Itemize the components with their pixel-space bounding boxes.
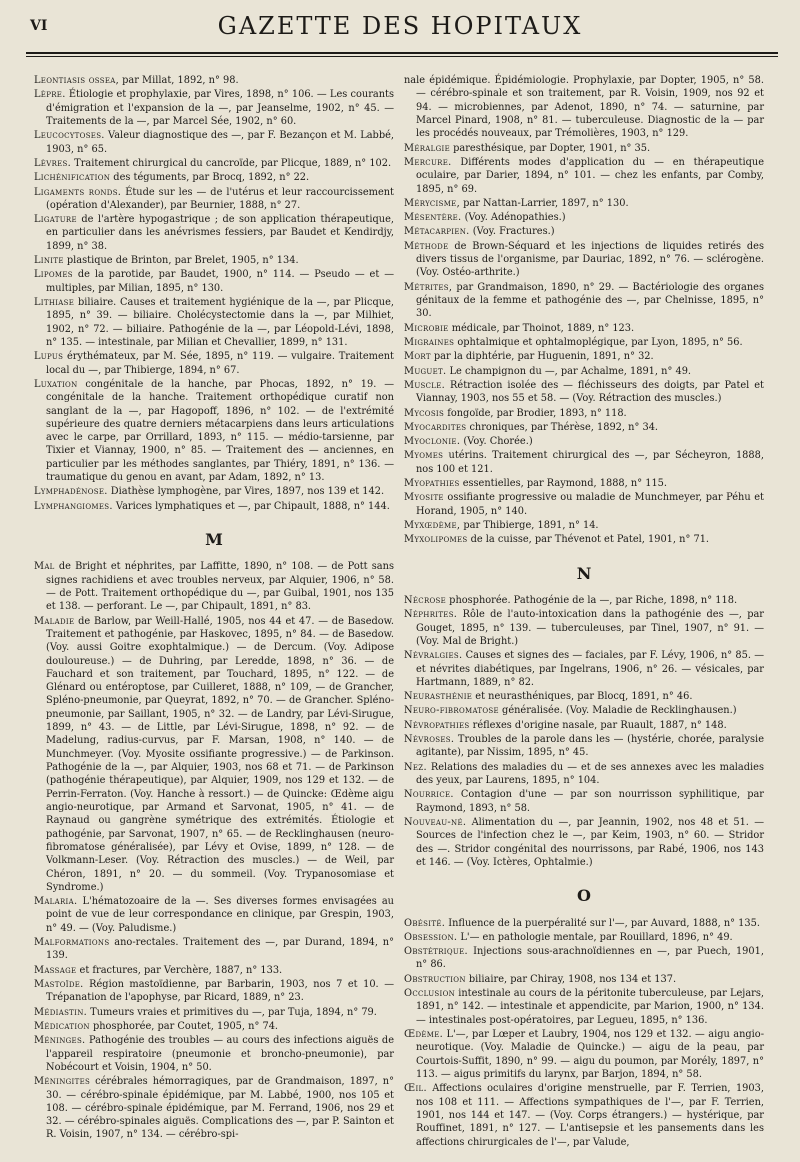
entry-text: Relations des maladies du — et de ses annexes avec les maladies des yeux, par Laurens, 1895, n° 104. [416, 761, 764, 786]
entry-text: Valeur diagnostique des —, par F. Bezançon et M. Labbé, 1903, n° 65. [46, 130, 394, 155]
entry-keyword: Lipomes [34, 269, 73, 281]
index-entry [404, 788, 764, 815]
entry-text: L'— en pathologie mentale, par Rouillard, 1896, n° 49. [457, 931, 733, 943]
entry-text: généralisée. (Voy. Maladie de Recklinghausen.) [498, 705, 737, 717]
index-entry [404, 407, 764, 420]
index-entry [404, 225, 764, 238]
entry-text: Région mastoïdienne, par Barbarin, 1903, nos 7 et 10. — Trépanation de l'apophyse, par Ricard, 1889, n° 23. [46, 979, 394, 1004]
entry-keyword: Microbie [404, 322, 449, 334]
entry-text: Diathèse lymphogène, par Vires, 1897, nos 139 et 142. [107, 486, 385, 498]
entry-keyword: Mycosis [404, 407, 445, 419]
entry-keyword: Lèpre. [34, 89, 66, 101]
entry-keyword: Obstruction [404, 973, 466, 985]
entry-text: biliaire, par Chiray, 1908, nos 134 et 137. [465, 973, 677, 985]
index-entry [34, 485, 394, 498]
entry-text: par Nattan-Larrier, 1897, n° 130. [460, 197, 629, 209]
index-entry [34, 978, 394, 1005]
entry-text: érythémateux, par M. Sée, 1895, n° 119. — vulgaire. Traitement local du —, par Thibierge, 1894, n° 67. [46, 351, 394, 376]
entry-text: par Millat, 1892, n° 98. [119, 75, 239, 86]
entry-text: médicale, par Thoinot, 1889, n° 123. [448, 322, 635, 334]
index-entry [34, 560, 394, 613]
index-entry [34, 254, 394, 267]
index-entry [34, 296, 394, 349]
entry-text: phosphorée, par Coutet, 1905, n° 74. [89, 1020, 279, 1032]
entry-keyword: Méningites [34, 1076, 91, 1088]
index-entry [404, 74, 764, 141]
entry-keyword: Maladie [34, 615, 75, 627]
index-entry [404, 142, 764, 155]
entry-keyword: Myosite [404, 492, 444, 504]
entry-text: Varices lymphatiques et —, par Chipault, 1888, n° 144. [112, 500, 390, 512]
entry-text: et fractures, par Verchère, 1887, n° 133. [76, 964, 283, 976]
index-entry [404, 719, 764, 732]
index-entry [404, 608, 764, 648]
entry-text: Causes et signes des — faciales, par F. Lévy, 1906, n° 85. — et névrites diabétiques, par Ingelrans, 1906, n° 26. — vésicales, par Hartmann, 1889, n° 82. [416, 650, 764, 688]
index-entry [34, 186, 394, 213]
index-entry [34, 268, 394, 295]
index-entry [404, 365, 764, 378]
entry-text: essentielles, par Raymond, 1888, n° 115. [459, 478, 668, 490]
index-entry [34, 213, 394, 253]
entry-keyword: Lymphadénose. [34, 486, 108, 498]
entry-keyword: Neuro-fibromatose [404, 705, 499, 717]
entry-keyword: Méralgie [404, 142, 450, 154]
entry-keyword: Névropathies [404, 719, 470, 731]
page-header [0, 0, 800, 64]
index-entry [404, 491, 764, 518]
entry-text: Affections oculaires d'origine menstruelle, par F. Terrien, 1903, nos 108 et 111. — Affections sympathiques de l'—, par F. Terrien, 1901, nos 144 et 147. — (Voy. Corps étrangers.) — hystérique, par Rouffinet, 1891, n° 127. — L'antisepsie et les pansements dans les affections chirurgicales de l'—, par Valude, [416, 1083, 764, 1148]
entry-text: (Voy. Chorée.) [460, 436, 533, 448]
entry-keyword: Lymphangiomes. [34, 500, 113, 512]
journal-title: GAZETTE DES HOPITAUX [217, 12, 583, 40]
entry-keyword: Méninges. [34, 1035, 86, 1047]
entry-text: biliaire. Causes et traitement hygiénique de la —, par Plicque, 1895, n° 39. — biliaire. Cholécystectomie dans la —, par Milhiet, 1902, n° 72. — biliaire. Pathogénie de la —, par Léopold-Lévi, 1898, n° 135. — intestinale, par Milian et Chevallier, 1899, n° 131. [46, 297, 394, 348]
index-entry [404, 211, 764, 224]
section-letter: M [205, 530, 223, 549]
entry-keyword: Névralgies. [404, 650, 463, 662]
entry-keyword: Lupus [34, 351, 64, 363]
entry-text: phosphorée. Pathogénie de la —, par Riche, 1898, n° 118. [446, 594, 738, 606]
entry-text: de la parotide, par Baudet, 1900, n° 114. — Pseudo — et — multiples, par Milian, 1895, n° 130. [46, 269, 394, 294]
entry-keyword: Mal [34, 561, 55, 573]
index-entry [34, 615, 394, 895]
entry-keyword: Mercure. [404, 156, 452, 168]
entry-text: fongoïde, par Brodier, 1893, n° 118. [444, 407, 627, 419]
entry-keyword: Lèvres. [34, 157, 72, 169]
index-entry [404, 421, 764, 434]
index-entry [404, 435, 764, 448]
index-column-right [404, 74, 764, 1150]
entry-text: de Barlow, par Weill-Hallé, 1905, nos 44 et 47. — de Basedow. Traitement et pathogénie, par Haskovec, 1895, n° 84. — de Basedow. (Voy. aussi Goitre exophtalmique.) — de Dercum. (Voy. Adipose douloureuse.) — de Duhring, par Leredde, 1898, n° 36. — de Fauchard et son traitement, par Touchard, 1895, n° 122. — de Glénard ou entéroptose, par Cuilleret, 1888, n° 109, — de Grancher, Spléno-pneumonie, par Queyrat, 1892, n° 70. — de Grancher. Spléno-pneumonie, par Saillant, 1905, n° 32. — de Landry, par Lévi-Sirugue, 1899, n° 43. — de Little, par Lévi-Sirugue, 1898, n° 92. — de Madelung, radius-curvus, par F. Marsan, 1908, n° 140. — de Munchmeyer. (Voy. Myosite ossifiante progressive.) — de Parkinson. Pathogénie de la —, par Alquier, 1903, nos 68 et 71. — de Parkinson (pathogénie thérapeutique), par Alquier, 1909, nos 129 et 132. — de Perrin-Ferraton. (Voy. Hanche à ressort.) — de Quincke: Œdème aigu angio-neurotique, par Armand et Sarvonat, 1905, n° 41. — de Raynaud ou gangrène symétrique des extrémités. Étiologie et pathogénie, par Sarvonat, 1907, n° 65. — de Recklinghausen (neuro-fibromatose généralisée), par Lévy et Ovise, 1899, n° 128. — de Volkmann-Leser. (Voy. Rétraction des muscles.) — de Weil, par Chéron, 1891, n° 20. — du sommeil. (Voy. Trypanosomiase et Syndrome.) [46, 615, 394, 893]
entry-keyword: Métacarpien. [404, 226, 470, 238]
entry-keyword: Lithiase [34, 297, 75, 308]
index-entry [34, 936, 394, 963]
entry-text: congénitale de la hanche, par Phocas, 1892, n° 19. — congénitale de la hanche. Traitement orthopédique curatif non sanglant de la —, par Hagopoff, 1896, n° 102. — de l'extrémité supérieure des quatre derniers métacarpiens dans leurs articulations avec le carpe, par Orrillard, 1893, n° 115. — médio-tarsienne, par Tixier et Viannay, 1900, n° 85. — Traitement des — anciennes, en particulier par les méthodes sanglantes, par Thiéry, 1891, n° 136. — traumatique du genou en avant, par Adam, 1892, n° 13. [46, 378, 394, 484]
entry-keyword: Occlusion [404, 988, 456, 1000]
entry-keyword: Médiastin. [34, 1006, 88, 1018]
entry-text: Rétraction isolée des — fléchisseurs des doigts, par Patel et Viannay, 1903, nos 55 et 58. — (Voy. Rétraction des muscles.) [416, 379, 764, 405]
index-entry [34, 1075, 394, 1142]
entry-text: L'hématozoaire de la —. Ses diverses formes envisagées au point de vue de leur correspondance en clinique, par Grespin, 1903, n° 49. — (Voy. Paludisme.) [46, 896, 394, 934]
entry-keyword: Migraines [404, 336, 455, 348]
entry-keyword: Myocardites [404, 421, 467, 433]
entry-keyword: Ligaments ronds. [34, 186, 122, 198]
entry-keyword: Ligature [34, 214, 77, 226]
entry-text: de Bright et néphrites, par Laffitte, 1890, n° 108. — de Pott sans signes rachidiens et avec troubles nerveux, par Alquier, 1906, n° 58. — de Pott. Traitement orthopédique du —, par Guibal, 1901, nos 135 et 138. — perforant. Le —, par Chipault, 1891, n° 83. [46, 561, 394, 613]
entry-text: par Thibierge, 1891, n° 14. [460, 520, 599, 531]
entry-keyword: Mastoïde. [34, 979, 84, 990]
entry-keyword: Néphrites. [404, 609, 458, 621]
entry-text: de la cuisse, par Thévenot et Patel, 1901, n° 71. [467, 534, 710, 546]
index-entry [404, 519, 764, 532]
index-entry [34, 1034, 394, 1074]
section-letter: N [576, 563, 592, 583]
index-entry [404, 917, 764, 930]
index-entry [404, 350, 764, 363]
entry-text: (Voy. Fractures.) [469, 226, 555, 238]
entry-text: Alimentation du —, par Jeannin, 1902, nos 48 et 51. — Sources de l'infection chez le —, par Keim, 1903, n° 60. — Stridor des —. Stridor congénital des nourrissons, par Rabé, 1906, nos 143 et 146. — (Voy. Ictères, Ophtalmie.) [416, 816, 764, 868]
entry-text: intestinale au cours de la péritonite tuberculeuse, par Lejars, 1891, n° 142. — intestinale et appendicite, par Marion, 1900, n° 134. — intestinales post-opératoires, par Legueu, 1895, n° 136. [416, 988, 764, 1026]
index-entry [404, 1082, 764, 1149]
index-entry [34, 129, 394, 156]
entry-keyword: Myxœdème, [404, 520, 461, 531]
index-entry [404, 733, 764, 760]
entry-keyword: Mésentère. [404, 212, 462, 224]
index-entry [404, 649, 764, 689]
entry-keyword: Lichénification [34, 172, 111, 184]
entry-keyword: Œil. [404, 1083, 427, 1095]
entry-keyword: Malaria. [34, 896, 78, 908]
entry-text: chroniques, par Thérèse, 1892, n° 34. [466, 421, 659, 433]
entry-text: Contagion d'une — par son nourrisson syphilitique, par Raymond, 1893, n° 58. [416, 789, 764, 814]
index-entry [404, 931, 764, 944]
index-entry [404, 761, 764, 788]
entry-text: par Grandmaison, 1890, n° 29. — Bactériologie des organes génitaux de la femme et pathogénie des —, par Chelnisse, 1895, n° 30. [416, 281, 764, 320]
index-entry [404, 449, 764, 476]
entry-keyword: Méthode [404, 240, 449, 252]
entry-text: plastique de Brinton, par Brelet, 1905, n° 134. [63, 255, 299, 267]
entry-text: Tumeurs vraies et primitives du —, par Tuja, 1894, n° 79. [87, 1006, 377, 1018]
entry-keyword: Nourrice. [404, 789, 454, 801]
index-entry [404, 945, 764, 972]
entry-keyword: Muscle. [404, 379, 446, 391]
index-entry [404, 816, 764, 869]
index-entry [34, 964, 394, 977]
index-entry [34, 350, 394, 377]
index-entry [34, 74, 394, 87]
entry-text: nale épidémique. Épidémiologie. Prophylaxie, par Dopter, 1905, n° 58. — cérébro-spinale et son traitement, par R. Voisin, 1909, nos 92 et 94. — microbiennes, par Adenot, 1890, n° 74. — saturnine, par Marcel Pinard, 1908, n° 81. — tuberculeuse. Diagnostic de la — par les procédés nouveaux, par Trémolières, 1903, n° 129. [404, 75, 764, 140]
index-entry [404, 336, 764, 349]
index-entry [404, 156, 764, 196]
entry-text: Rôle de l'auto-intoxication dans la pathogénie des —, par Gouget, 1895, n° 139. — tuberculeuses, par Tinel, 1907, n° 91. — (Voy. Mal de Bright.) [416, 609, 764, 647]
entry-text: ano-rectales. Traitement des —, par Durand, 1894, n° 139. [46, 937, 394, 962]
entry-keyword: Œdème. [404, 1029, 444, 1040]
index-entry [404, 477, 764, 490]
index-entry [34, 378, 394, 485]
entry-keyword: Obsession. [404, 931, 458, 943]
entry-keyword: Myxolipomes [404, 534, 468, 546]
entry-text: paresthésique, par Dopter, 1901, n° 35. [449, 142, 651, 154]
header-rule-bottom [26, 56, 778, 57]
entry-text: utérins. Traitement chirurgical des —, par Sécheyron, 1888, nos 100 et 121. [416, 450, 764, 475]
index-entry [404, 322, 764, 335]
entry-text: Injections sous-arachnoïdiennes en —, par Puech, 1901, n° 86. [416, 946, 764, 971]
index-entry [34, 1020, 394, 1033]
entry-keyword: Nez. [404, 761, 427, 773]
header-rule-top [26, 52, 778, 54]
index-entry [404, 533, 764, 546]
index-entry [34, 895, 394, 935]
entry-keyword: Linite [34, 255, 64, 267]
index-column-left [34, 74, 394, 1143]
index-entry [404, 1028, 764, 1081]
entry-text: de l'artère hypogastrique ; de son application thérapeutique, en particulier dans les anévrismes fessiers, par Baudet et Kendirdjy, 1899, n° 38. [46, 214, 394, 252]
entry-text: Différents modes d'application du — en thérapeutique oculaire, par Darier, 1894, n° 101. — chez les enfants, par Comby, 1895, n° 69. [416, 156, 764, 195]
index-entry [404, 379, 764, 406]
entry-keyword: Mérycisme, [404, 197, 461, 209]
entry-keyword: Myoclonie. [404, 436, 461, 448]
entry-text: réflexes d'origine nasale, par Ruault, 1887, n° 148. [469, 719, 727, 731]
page-number: VI [30, 18, 48, 34]
entry-keyword: Névroses. [404, 734, 455, 746]
entry-keyword: Leucocytoses. [34, 130, 105, 142]
entry-text: L'—, par Lœper et Laubry, 1904, nos 129 et 132. — aigu angio-neurotique. (Voy. Maladie de Quincke.) — aigu de la peau, par Courtois-Suffit, 1890, n° 99. — aigu du poumon, par Morély, 1897, n° 113. — aigus primitifs du larynx, par Barjon, 1894, n° 58. [416, 1029, 764, 1080]
entry-text: ophtalmique et ophtalmoplégique, par Lyon, 1895, n° 56. [454, 336, 743, 348]
index-entry [404, 690, 764, 703]
entry-text: Étiologie et prophylaxie, par Vires, 1898, n° 106. — Les courants d'émigration et l'expansion de la —, par Jeanselme, 1902, n° 45. — Traitements de la —, par Marcel Sée, 1902, n° 60. [46, 89, 394, 127]
index-entry [34, 157, 394, 170]
entry-keyword: Métrites, [404, 281, 453, 293]
entry-keyword: Médication [34, 1020, 90, 1032]
entry-keyword: Luxation [34, 378, 78, 390]
index-entry [404, 281, 764, 321]
section-letter: O [577, 886, 591, 906]
entry-keyword: Muguet. [404, 365, 447, 377]
entry-text: par la diphtérie, par Huguenin, 1891, n° 32. [430, 351, 654, 363]
index-entry [34, 500, 394, 513]
index-entry [404, 704, 764, 717]
entry-keyword: Nécrose [404, 594, 447, 606]
entry-keyword: Malformations [34, 937, 110, 949]
index-entry [404, 973, 764, 986]
entry-keyword: Leontiasis ossea, [34, 75, 120, 86]
entry-text: Traitement chirurgical du cancroïde, par Plicque, 1889, n° 102. [71, 157, 392, 169]
index-entry [34, 88, 394, 128]
entry-keyword: Myomes [404, 450, 444, 462]
entry-keyword: Mort [404, 351, 431, 363]
entry-text: Troubles de la parole dans les — (hystérie, chorée, paralysie agitante), par Nissim, 1895, n° 45. [416, 734, 764, 759]
index-entry [34, 171, 394, 184]
entry-text: Le champignon du —, par Achalme, 1891, n° 49. [446, 365, 692, 377]
index-entry [404, 987, 764, 1027]
entry-keyword: Nouveau-né. [404, 816, 467, 828]
entry-keyword: Obésité. [404, 917, 446, 929]
index-entry [34, 1006, 394, 1019]
entry-text: et neurasthéniques, par Blocq, 1891, n° 46. [472, 691, 693, 703]
entry-text: Pathogénie des troubles — au cours des infections aiguës de l'appareil respiratoire (pneumonie et broncho-pneumonie), par Nobécourt et Voisin, 1904, n° 50. [46, 1035, 394, 1073]
index-entry [404, 197, 764, 210]
entry-keyword: Neurasthénie [404, 691, 473, 703]
entry-text: Influence de la puerpéralité sur l'—, par Auvard, 1888, n° 135. [445, 917, 760, 929]
index-entry [404, 240, 764, 280]
entry-keyword: Obstétrique. [404, 946, 468, 958]
entry-keyword: Massage [34, 964, 77, 976]
entry-text: (Voy. Adénopathies.) [461, 212, 566, 224]
index-entry [404, 594, 764, 607]
entry-text: de Brown-Séquard et les injections de liquides retirés des divers tissus de l'organisme, par Dauriac, 1892, n° 76. — sclérogène. (Voy. Ostéo-arthrite.) [416, 240, 764, 279]
entry-text: Étude sur les — de l'utérus et leur raccourcissement (opération d'Alexander), par Beurnier, 1888, n° 27. [46, 186, 394, 211]
entry-text: des téguments, par Brocq, 1892, n° 22. [110, 172, 310, 184]
entry-keyword: Myopathies [404, 478, 460, 490]
entry-text: ossifiante progressive ou maladie de Munchmeyer, par Péhu et Horand, 1905, n° 140. [416, 492, 764, 517]
entry-text: cérébrales hémorragiques, par de Grandmaison, 1897, n° 30. — cérébro-spinale épidémique, par M. Labbé, 1900, nos 105 et 108. — cérébro-spinale épidémique, par M. Ferrand, 1906, nos 29 et 32. — cérébro-spinales aiguës. Complications des —, par P. Sainton et R. Voisin, 1907, n° 134. — cérébro-spi- [46, 1076, 394, 1141]
